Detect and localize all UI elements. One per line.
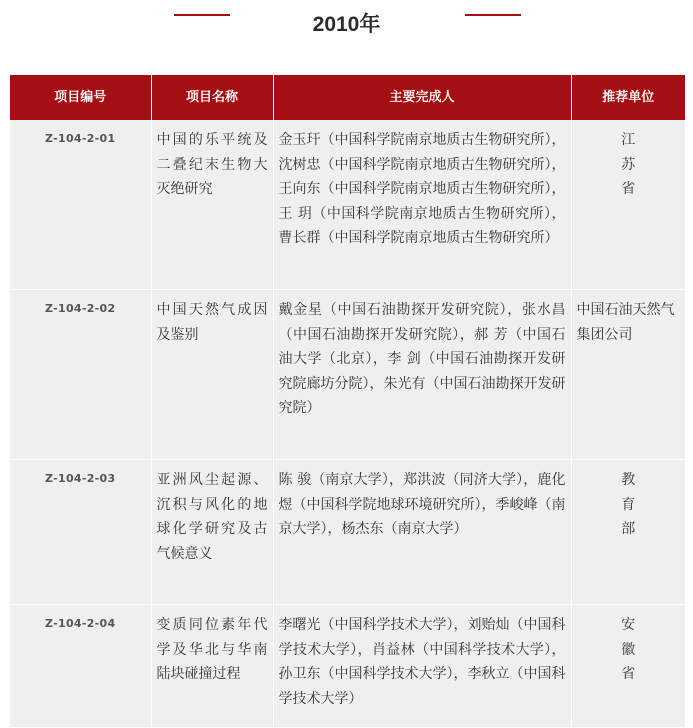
header-code: 项目编号 <box>10 75 151 120</box>
project-unit: 中国石油天然气集团公司 <box>571 290 685 460</box>
project-unit-text: 教育部 <box>621 472 636 537</box>
project-unit <box>571 460 685 605</box>
table-row <box>10 290 685 460</box>
title-rule-right <box>465 14 521 16</box>
page-title: 2010年 <box>312 13 381 36</box>
header-people: 主要完成人 <box>273 75 571 120</box>
table-row <box>10 460 685 605</box>
section-header <box>0 0 693 50</box>
project-name: 中国的乐平统及二叠纪末生物大灭绝研究 <box>151 120 273 290</box>
table-body <box>10 120 685 728</box>
project-code: Z-104-2-01 <box>10 120 151 290</box>
project-code: Z-104-2-02 <box>10 290 151 460</box>
table-row <box>10 120 685 290</box>
project-unit-text: 江苏省 <box>621 132 636 197</box>
table-header-row <box>10 75 685 120</box>
project-name: 中国天然气成因及鉴别 <box>151 290 273 460</box>
project-people: 陈 骏（南京大学），郑洪波（同济大学），鹿化煜（中国科学院地球环境研究所），季峻峰（南京大学），杨杰东（南京大学） <box>273 460 571 605</box>
project-code: Z-104-2-04 <box>10 605 151 728</box>
awards-table <box>10 75 685 728</box>
project-people: 金玉玕（中国科学院南京地质古生物研究所），沈树忠（中国科学院南京地质古生物研究所），王向东（中国科学院南京地质古生物研究所），王 玥（中国科学院南京地质古生物研究所），曹长群（中国科学院南京地质古生物研究所） <box>273 120 571 290</box>
project-name: 变质同位素年代学及华北与华南陆块碰撞过程 <box>151 605 273 728</box>
header-name: 项目名称 <box>151 75 273 120</box>
project-people: 李曙光（中国科学技术大学），刘贻灿（中国科学技术大学），肖益林（中国科学技术大学），孙卫东（中国科学技术大学），李秋立（中国科学技术大学） <box>273 605 571 728</box>
project-unit <box>571 120 685 290</box>
project-unit <box>571 605 685 728</box>
project-name: 亚洲风尘起源、沉积与风化的地球化学研究及古气候意义 <box>151 460 273 605</box>
table-header <box>10 75 685 120</box>
project-code: Z-104-2-03 <box>10 460 151 605</box>
project-unit-text: 安徽省 <box>621 617 636 682</box>
table-row <box>10 605 685 728</box>
header-unit: 推荐单位 <box>571 75 685 120</box>
project-people: 戴金星（中国石油勘探开发研究院），张水昌（中国石油勘探开发研究院），郝 芳（中国石油大学（北京），李 剑（中国石油勘探开发研究院廊坊分院），朱光有（中国石油勘探开发研究院） <box>273 290 571 460</box>
